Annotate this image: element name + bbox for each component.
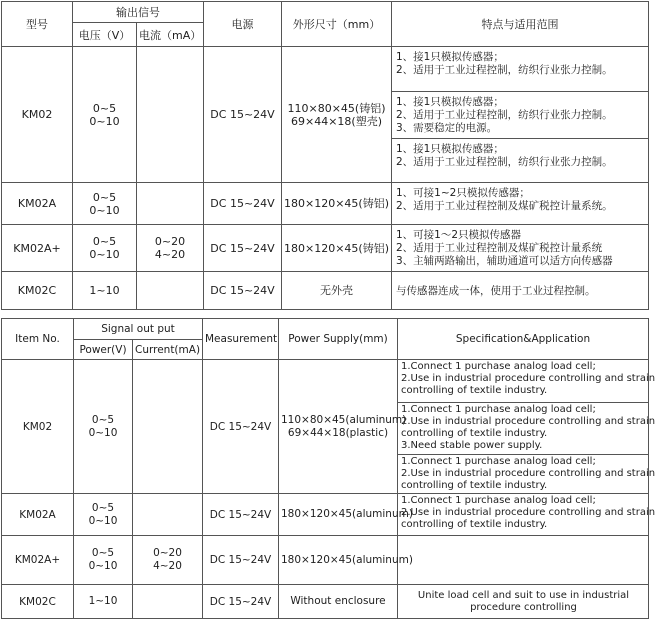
- cell-line: controlling of textile industry.: [401, 385, 548, 396]
- table-row: [2, 494, 649, 536]
- header-current: 电流（mA）: [137, 23, 204, 47]
- size-cell: [279, 536, 413, 585]
- header-voltage: 电压（V）: [73, 23, 137, 47]
- power-cell: DC 15~24V: [203, 360, 279, 494]
- cell-line: Unite load cell and suit to use in industrial: [417, 589, 630, 601]
- cell-line: 无外壳: [320, 284, 353, 297]
- spec-cell: [398, 585, 649, 619]
- header-signal: 输出信号: [73, 2, 204, 23]
- cell-line: 与传感器连成一体，使用于工业过程控制。: [396, 284, 596, 297]
- cell-line: 69×44×18(塑壳): [290, 114, 382, 128]
- header-size: 外形尺寸（mm）: [282, 2, 392, 47]
- cell-line: 180×120×45(aluminum): [281, 508, 413, 520]
- model-cell: KM02A+: [2, 536, 74, 585]
- cell-line: 0~20: [153, 547, 182, 559]
- cell-line: procedure controlling: [470, 601, 577, 613]
- voltage-cell: [73, 225, 137, 272]
- size-cell: [279, 494, 413, 536]
- spec-cell: [398, 403, 655, 455]
- table-row: [2, 360, 649, 403]
- size-cell: [279, 360, 407, 494]
- voltage-cell: [73, 272, 137, 310]
- cell-line: 0~5: [91, 547, 115, 559]
- voltage-cell: [74, 360, 133, 494]
- cell-line: 0~5: [92, 235, 117, 248]
- spec-cell: [392, 92, 649, 139]
- size-cell: [279, 585, 398, 619]
- cell-line: 1~10: [89, 284, 120, 297]
- header-voltage: Power(V): [74, 340, 133, 360]
- model-cell: KM02: [2, 47, 73, 183]
- size-cell: [282, 225, 392, 272]
- header-spec: Specification&Application: [398, 319, 649, 360]
- cell-line: 180×120×45(铸铝): [284, 197, 390, 210]
- current-cell: [137, 272, 204, 310]
- cell-line: 2、适用于工业过程控制，纺织行业张力控制。: [396, 109, 613, 121]
- table-row: [2, 47, 649, 92]
- table-row: [2, 225, 649, 272]
- cell-line: 180×120×45(铸铝): [284, 241, 390, 255]
- header-model: 型号: [2, 2, 73, 47]
- cell-line: 0~10: [88, 514, 118, 527]
- spec-cell: [392, 225, 649, 272]
- cell-line: 0~5: [92, 190, 117, 204]
- cell-line: 2、适用于工业过程控制，纺织行业张力控制。: [396, 156, 613, 168]
- cell-line: 1.Connect 1 purchase analog load cell;: [401, 404, 596, 415]
- cell-line: 0~20: [154, 235, 186, 248]
- cell-line: controlling of textile industry.: [401, 519, 548, 530]
- model-cell: KM02A+: [2, 225, 73, 272]
- spec-cell: [392, 183, 649, 225]
- english-spec-table: [1, 318, 655, 619]
- header-power: Measurement: [203, 319, 279, 360]
- table-row: [2, 536, 649, 585]
- size-cell: [282, 272, 392, 310]
- cell-line: controlling of textile industry.: [401, 428, 548, 439]
- cell-line: 2、适用于工业过程控制及煤矿税控计量系统: [396, 242, 603, 254]
- model-cell: KM02A: [2, 183, 73, 225]
- cell-line: 0~10: [89, 114, 120, 128]
- size-cell: [282, 183, 392, 225]
- cell-line: 2.Use in industrial procedure controlling and strain: [401, 373, 655, 384]
- header-power: 电源: [204, 2, 282, 47]
- spec-cell: [398, 360, 655, 403]
- voltage-cell: [74, 494, 133, 536]
- model-cell: KM02C: [2, 585, 74, 619]
- table-row: [2, 183, 649, 225]
- cell-line: 69×44×18(plastic): [287, 426, 389, 439]
- model-cell: KM02C: [2, 272, 73, 310]
- cell-line: 1~10: [88, 595, 118, 607]
- power-cell: DC 15~24V: [203, 585, 279, 619]
- cell-line: 4~20: [153, 560, 182, 572]
- spec-cell: [392, 139, 649, 183]
- voltage-cell: [73, 183, 137, 225]
- header-size: Power Supply(mm): [279, 319, 398, 360]
- cell-line: 110×80×45(aluminum): [281, 413, 407, 426]
- cell-line: 0~10: [89, 248, 120, 261]
- cell-line: 0~10: [88, 560, 118, 572]
- chinese-spec-table: [1, 1, 649, 310]
- header-spec: 特点与适用范围: [392, 2, 649, 47]
- power-cell: DC 15~24V: [203, 494, 279, 536]
- power-cell: DC 15~24V: [204, 272, 282, 310]
- header-model: Item No.: [2, 319, 74, 360]
- power-cell: DC 15~24V: [204, 47, 282, 183]
- cell-line: Without enclosure: [290, 595, 386, 607]
- current-cell: [133, 536, 203, 585]
- cell-line: 2.Use in industrial procedure controlling and strain: [401, 416, 655, 427]
- header-signal: Signal out put: [74, 319, 203, 340]
- table-row: [2, 272, 649, 310]
- cell-line: 0~5: [91, 413, 115, 426]
- spec-cell: [398, 536, 649, 585]
- cell-line: 4~20: [154, 248, 186, 261]
- voltage-cell: [74, 585, 133, 619]
- current-cell: [137, 47, 204, 183]
- voltage-cell: [74, 536, 133, 585]
- cell-line: 2、适用于工业过程控制，纺织行业张力控制。: [396, 64, 613, 76]
- cell-line: 1、接1只模拟传感器；: [396, 51, 504, 63]
- spec-cell: [392, 272, 649, 310]
- cell-line: 0~10: [89, 203, 120, 217]
- cell-line: 0~5: [91, 501, 115, 514]
- cell-line: 1.Connect 1 purchase analog load cell;: [401, 361, 596, 372]
- model-cell: KM02: [2, 360, 74, 494]
- cell-line: 1、接1只模拟传感器；: [396, 143, 504, 155]
- header-current: Current(mA): [133, 340, 203, 360]
- voltage-cell: [73, 47, 137, 183]
- table-row: [2, 585, 649, 619]
- cell-line: 1、可接1～2只模拟传感器: [396, 229, 522, 241]
- cell-line: 3.Need stable power supply.: [401, 440, 543, 451]
- cell-line: controlling of textile industry.: [401, 480, 548, 491]
- cell-line: 1.Connect 1 purchase analog load cell;: [401, 495, 596, 506]
- cell-line: 180×120×45(aluminum): [281, 553, 413, 566]
- power-cell: DC 15~24V: [204, 183, 282, 225]
- en-rows: [2, 360, 655, 619]
- cell-line: 3、需要稳定的电源。: [396, 122, 498, 134]
- current-cell: [137, 225, 204, 272]
- current-cell: [133, 494, 203, 536]
- power-cell: DC 15~24V: [204, 225, 282, 272]
- cell-line: 1、接1只模拟传感器；: [396, 96, 504, 108]
- cell-line: 1.Connect 1 purchase analog load cell;: [401, 456, 596, 467]
- size-cell: [282, 47, 392, 183]
- model-cell: KM02A: [2, 494, 74, 536]
- spec-cell: [398, 494, 655, 536]
- cell-line: 2、适用于工业过程控制及煤矿税控计量系统。: [396, 200, 613, 212]
- cell-line: 0~10: [88, 426, 118, 439]
- spec-cell: [398, 455, 655, 494]
- cell-line: 110×80×45(铸铝): [287, 101, 386, 115]
- spec-cell: [392, 47, 649, 92]
- current-cell: [133, 360, 203, 494]
- power-cell: DC 15~24V: [203, 536, 279, 585]
- cell-line: 3、主辅两路输出，辅助通道可以适方向传感器: [396, 255, 613, 267]
- cell-line: 2.Use in industrial procedure controlling and strain: [401, 468, 655, 479]
- cell-line: 0~5: [92, 101, 117, 115]
- current-cell: [133, 585, 203, 619]
- cell-line: 2.Use in industrial procedure controlling and strain: [401, 507, 655, 518]
- cell-line: 1、可接1~2只模拟传感器；: [396, 187, 530, 199]
- current-cell: [137, 183, 204, 225]
- cn-rows: [2, 47, 649, 310]
